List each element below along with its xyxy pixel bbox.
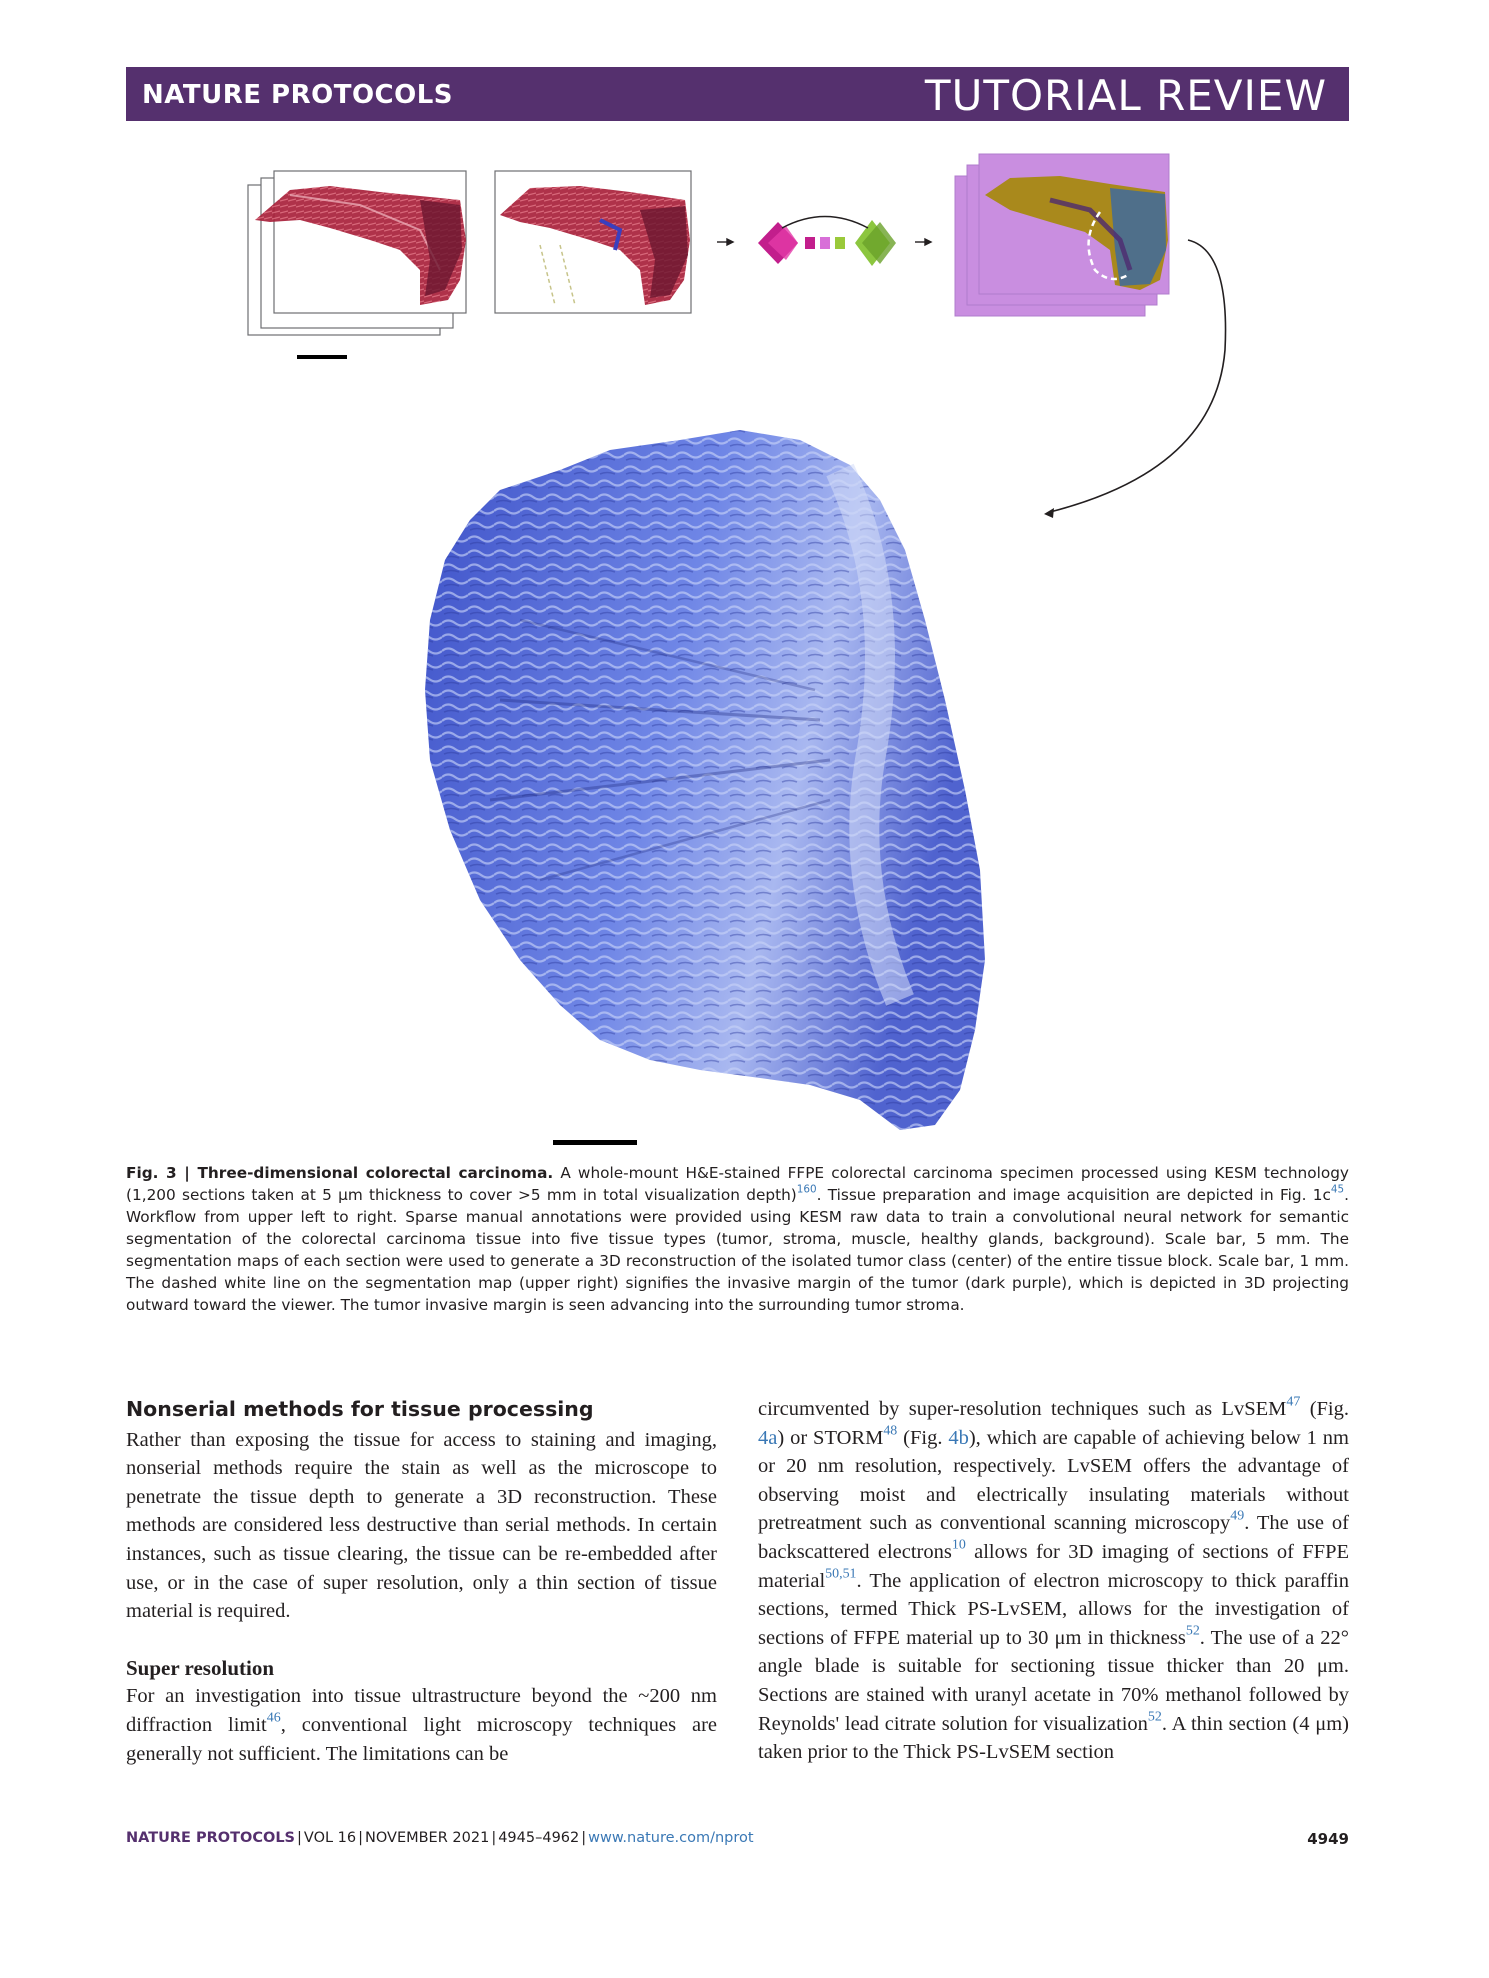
body-paragraph: Rather than exposing the tissue for access to staining and imaging, nonserial methods require the stain as well as the microscope to penetrate the tissue depth to generate a 3D reconstruction. These methods are considered less destructive than serial methods. In certain instances, such as tissue clearing, the tissue can be re-embedded after use, or in the case of super resolution, only a thin section of tissue material is required. [126,1428,717,1623]
citation-ref[interactable]: 50,51 [825,1565,857,1581]
figure-link[interactable]: 4a [758,1426,778,1449]
he-section-stack [248,171,466,335]
caption-text: A whole-mount H&E-stained FFPE colorectal carcinoma specimen processed using KESM technology (1,200 sections taken at 5 μm thickness to cover >5 mm in total visualization depth) [126,1164,1349,1204]
citation-ref[interactable]: 47 [1286,1394,1301,1410]
citation-ref[interactable]: 160 [796,1183,817,1196]
annotated-section [495,171,691,313]
section-type: TUTORIAL REVIEW [924,71,1327,120]
body-paragraph: circumvented by super-resolution techniques such as LvSEM$^{47}$ (Fig. 4a) or STORM$^{48}$ (Fig. 4b), which are capable of achieving below 1 nm or 20 nm resolution, respectively. LvSEM offers the advantage of observing moist and electrically insulating materials without pretreatment such as conventional scanning microscopy$^{49}$. The use of backscattered electrons$^{10}$ allows for 3D imaging of sections of FFPE material$^{50,51}$. The application of electron microscopy to thick paraffin sections, termed Thick PS-LvSEM, allows for the investigation of sections of FFPE material up to 30 μm in thickness$^{52}$. The use of a 22° angle blade is suitable for sectioning tissue thicker than 20 μm. Sections are stained with uranyl acetate in 70% methanol followed by Reynolds' lead citrate solution for visualization$^{52}$. A thin section (4 μm) taken prior to the Thick PS-LvSEM section [758,1394,1350,1764]
citation-ref[interactable]: 46 [266,1710,281,1726]
body-paragraph: For an investigation into tissue ultrastructure beyond the ~200 nm diffraction limit$^{46}$, conventional light microscopy techniques are generally not sufficient. The limitations can be [126,1685,717,1765]
footer-journal: NATURE PROTOCOLS [126,1830,296,1846]
citation-ref[interactable]: 52 [1147,1708,1162,1724]
neural-network-icon [758,217,896,267]
figure-label: Fig. 3 [126,1164,177,1182]
right-column [758,1395,1349,1767]
figure-link[interactable]: 4b [948,1426,969,1449]
subsection-heading: Super resolution [126,1655,275,1680]
page-number: 4949 [1307,1830,1349,1848]
footer-url[interactable]: www.nature.com/nprot [588,1830,754,1846]
citation-ref[interactable]: 10 [951,1537,966,1553]
figure-title: Three-dimensional colorectal carcinoma. [197,1164,554,1182]
citation-ref[interactable]: 45 [1330,1183,1345,1196]
section-heading: Nonserial methods for tissue processing [126,1397,594,1421]
left-column [126,1395,717,1768]
citation-ref[interactable]: 48 [883,1422,898,1438]
scale-bar-5mm [297,355,347,359]
citation-ref[interactable]: 52 [1185,1623,1200,1638]
tumor-3d-render [425,430,985,1130]
footer-volume: VOL 16 [303,1830,357,1846]
citation-ref[interactable]: 49 [1230,1508,1245,1524]
footer-date: NOVEMBER 2021 [365,1830,490,1846]
journal-name: NATURE PROTOCOLS [142,80,454,110]
scale-bar-1mm [553,1140,637,1145]
segmentation-stack [955,154,1169,316]
footer-pages: 4945–4962 [498,1830,580,1846]
page-footer: NATURE PROTOCOLS | VOL 16 | NOVEMBER 2021 | 4945–4962 | www.nature.com/nprot 4949 [126,1830,1349,1848]
figure-caption: Fig. 3 | Three-dimensional colorectal carcinoma. A whole-mount H&E-stained FFPE colorectal carcinoma specimen processed using KESM technology (1,200 sections taken at 5 μm thickness to cover >5 mm in total visualization depth)$^{160}$. Tissue preparation and image acquisition are depicted in Fig. 1c$^{45}$. Workflow from upper left to right. Sparse manual annotations were provided using KESM raw data to train a convolutional neural network for semantic segmentation of the colorectal carcinoma tissue into five tissue types (tumor, stroma, muscle, healthy glands, background). Scale bar, 5 mm. The segmentation maps of each section were used to generate a 3D reconstruction of the isolated tumor class (center) of the entire tissue block. Scale bar, 1 mm. The dashed white line on the segmentation map (upper right) signifies the invasive margin of the tumor (dark purple), which is depicted in 3D projecting outward toward the viewer. The tumor invasive margin is seen advancing into the surrounding tumor stroma. [126,1164,1350,1314]
